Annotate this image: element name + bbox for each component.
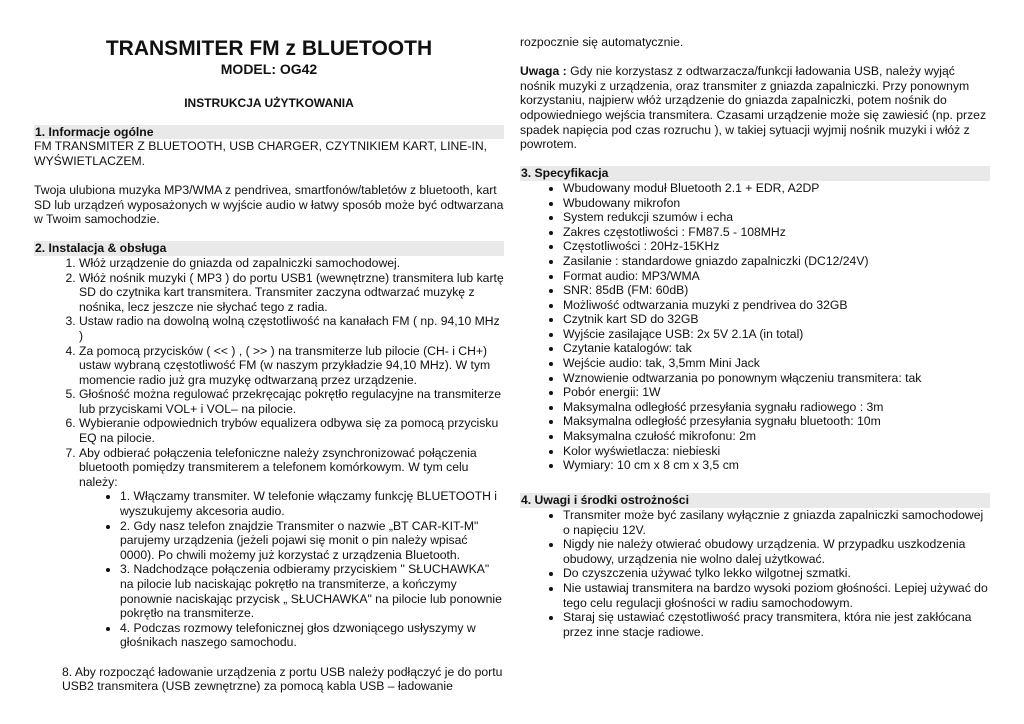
list-item: • Wymiary: 10 cm x 8 cm x 3,5 cm xyxy=(563,458,990,473)
list-item: • Do czyszczenia używać tylko lekko wilgotnej szmatki. xyxy=(563,566,990,581)
step-8-text: 8. Aby rozpocząć ładowanie urządzenia z portu USB należy podłączyć je do portu USB2 transmitera (USB zewnętrzne) za pomocą kabla USB – ładowanie xyxy=(62,664,503,694)
list-item: • Transmiter może być zasilany wyłącznie z gniazda zapalniczki samochodowej o napięciu 12V. xyxy=(563,508,990,537)
specification-list xyxy=(520,181,990,473)
list-item: 3. Ustaw radio na dowolną wolną częstotliwość na kanałach FM ( np. 94,10 MHz ) xyxy=(79,314,504,343)
list-item: • 2. Gdy nasz telefon znajdzie Transmiter o nazwie „BT CAR-KIT-M" parujemy urządzenia (jeżeli pojawi się monit o pin należy wpisać 0000). Po chwili możemy już korzystać z urządzenia Bluetooth. xyxy=(120,519,504,563)
section-4-heading: 4. Uwagi i środki ostrożności xyxy=(520,493,990,508)
bluetooth-pairing-steps xyxy=(34,489,504,650)
list-item: • Maksymalna czułość mikrofonu: 2m xyxy=(563,429,990,444)
list-item: • SNR: 85dB (FM: 60dB) xyxy=(563,283,990,298)
list-item: • Możliwość odtwarzania muzyki z pendrivea do 32GB xyxy=(563,298,990,313)
document-title: TRANSMITER FM z BLUETOOTH xyxy=(105,37,433,60)
list-item: • 4. Podczas rozmowy telefonicznej głos dzwoniącego usłyszymy w głośnikach naszego samochodu. xyxy=(120,621,504,650)
section-1-heading: 1. Informacje ogólne xyxy=(34,125,504,140)
list-item: • Staraj się ustawiać częstotliwość pracy transmitera, która nie jest zakłócana przez inne stacje radiowe. xyxy=(563,610,990,639)
warning-label: Uwaga : xyxy=(520,64,567,79)
list-item: • 1. Włączamy transmiter. W telefonie włączamy funkcję BLUETOOTH i wyszukujemy akcesoria audio. xyxy=(120,489,504,518)
list-item: • Wznowienie odtwarzania po ponownym włączeniu transmitera: tak xyxy=(563,371,990,386)
list-item: 2. Włóż nośnik muzyki ( MP3 ) do portu USB1 (wewnętrzne) transmitera lub kartę SD do czytnika kart transmitera. Transmiter zaczyna odtwarzać muzykę z nośnika, lecz jeszcze nie słychać tego z radia. xyxy=(79,271,504,315)
list-item: • Maksymalna odległość przesyłania sygnału radiowego : 3m xyxy=(563,400,990,415)
step-8-continuation: rozpocznie się automatycznie. xyxy=(520,35,684,49)
right-column xyxy=(520,0,990,639)
instructions-heading: INSTRUKCJA UŻYTKOWANIA xyxy=(184,96,354,110)
list-item: 5. Głośność można regulować przekręcając pokrętło regulacyjne na transmiterze lub przyciskami VOL+ i VOL– na pilocie. xyxy=(79,387,504,416)
installation-steps xyxy=(34,256,504,490)
list-item: • Nigdy nie należy otwierać obudowy urządzenia. W przypadku uszkodzenia obudowy, urządzenia nie wolno dalej użytkować. xyxy=(563,537,990,566)
list-item: 7. Aby odbierać połączenia telefoniczne należy zsynchronizować połączenia bluetooth pomiędzy transmiterem a telefonem komórkowym. W tym celu należy: xyxy=(79,446,504,490)
list-item: • Czytnik kart SD do 32GB xyxy=(563,312,990,327)
section-1-description: Twoja ulubiona muzyka MP3/WMA z pendrivea, smartfonów/tabletów z bluetooth, kart SD lub urządzeń wyposażonych w wyjście audio w łatwy sposób może być odtwarzana w Twoim samochodzie. xyxy=(34,182,504,227)
list-item: • 3. Nadchodzące połączenia odbieramy przyciskiem " SŁUCHAWKA" na pilocie lub naciskając pokrętło na transmiterze, a kończymy ponownie naciskając przycisk „ SŁUCHAWKA" na pilocie lub ponownie pokrętło na transmiterze. xyxy=(120,562,504,620)
list-item: • Wyjście zasilające USB: 2x 5V 2.1A (in total) xyxy=(563,327,990,342)
list-item: • Zakres częstotliwości : FM87.5 - 108MHz xyxy=(563,225,990,240)
list-item: 4. Za pomocą przycisków ( << ) , ( >> ) na transmiterze lub pilocie (CH- i CH+) ustaw wybraną częstotliwość FM (w naszym przykładzie 94,10 MHz). W tym momencie radio już gra muzykę odtwarzaną przez urządzenie. xyxy=(79,344,504,388)
precautions-list xyxy=(520,508,990,639)
list-item: • Kolor wyświetlacza: niebieski xyxy=(563,444,990,459)
section-3-heading: 3. Specyfikacja xyxy=(520,166,990,181)
left-column xyxy=(34,0,504,694)
list-item: • Nie ustawiaj transmitera na bardzo wysoki poziom głośności. Lepiej używać do tego celu regulacji głośności w radiu samochodowym. xyxy=(563,581,990,610)
list-item: • Maksymalna odległość przesyłania sygnału bluetooth: 10m xyxy=(563,414,990,429)
list-item: • Wejście audio: tak, 3,5mm Mini Jack xyxy=(563,356,990,371)
warning-text: Gdy nie korzystasz z odtwarzacza/funkcji ładowania USB, należy wyjąć nośnik muzyki z urządzenia, oraz transmiter z gniazda zapalniczki. Przy ponownym korzystaniu, najpierw włóż urządzenie do gniazda zapalniczki, potem nośnik do odpowiedniego wejścia transmitera. Czasami urządzenie może się zawiesić (np. przez spadek napięcia pod czas rozruchu ), w takiej sytuacji wyjmij nośnik muzyki i włóż z powrotem. xyxy=(520,64,987,152)
section-2-heading: 2. Instalacja & obsługa xyxy=(34,241,504,256)
list-item: • Częstotliwości : 20Hz-15KHz xyxy=(563,239,990,254)
list-item: • System redukcji szumów i echa xyxy=(563,210,990,225)
list-item: • Wbudowany moduł Bluetooth 2.1 + EDR, A2DP xyxy=(563,181,990,196)
list-item: 6. Wybieranie odpowiednich trybów equalizera odbywa się za pomocą przycisku EQ na pilocie. xyxy=(79,416,504,445)
list-item: • Wbudowany mikrofon xyxy=(563,196,990,211)
list-item: • Zasilanie : standardowe gniazdo zapalniczki (DC12/24V) xyxy=(563,254,990,269)
list-item: 1. Włóż urządzenie do gniazda od zapalniczki samochodowej. xyxy=(79,256,504,271)
model-number: MODEL: OG42 xyxy=(220,61,318,77)
list-item: • Czytanie katalogów: tak xyxy=(563,341,990,356)
list-item: • Pobór energii: 1W xyxy=(563,385,990,400)
section-1-intro: FM TRANSMITER Z BLUETOOTH, USB CHARGER, CZYTNIKIEM KART, LINE-IN, WYŚWIETLACZEM. xyxy=(34,139,488,168)
list-item: • Format audio: MP3/WMA xyxy=(563,269,990,284)
warning-note xyxy=(520,64,990,152)
